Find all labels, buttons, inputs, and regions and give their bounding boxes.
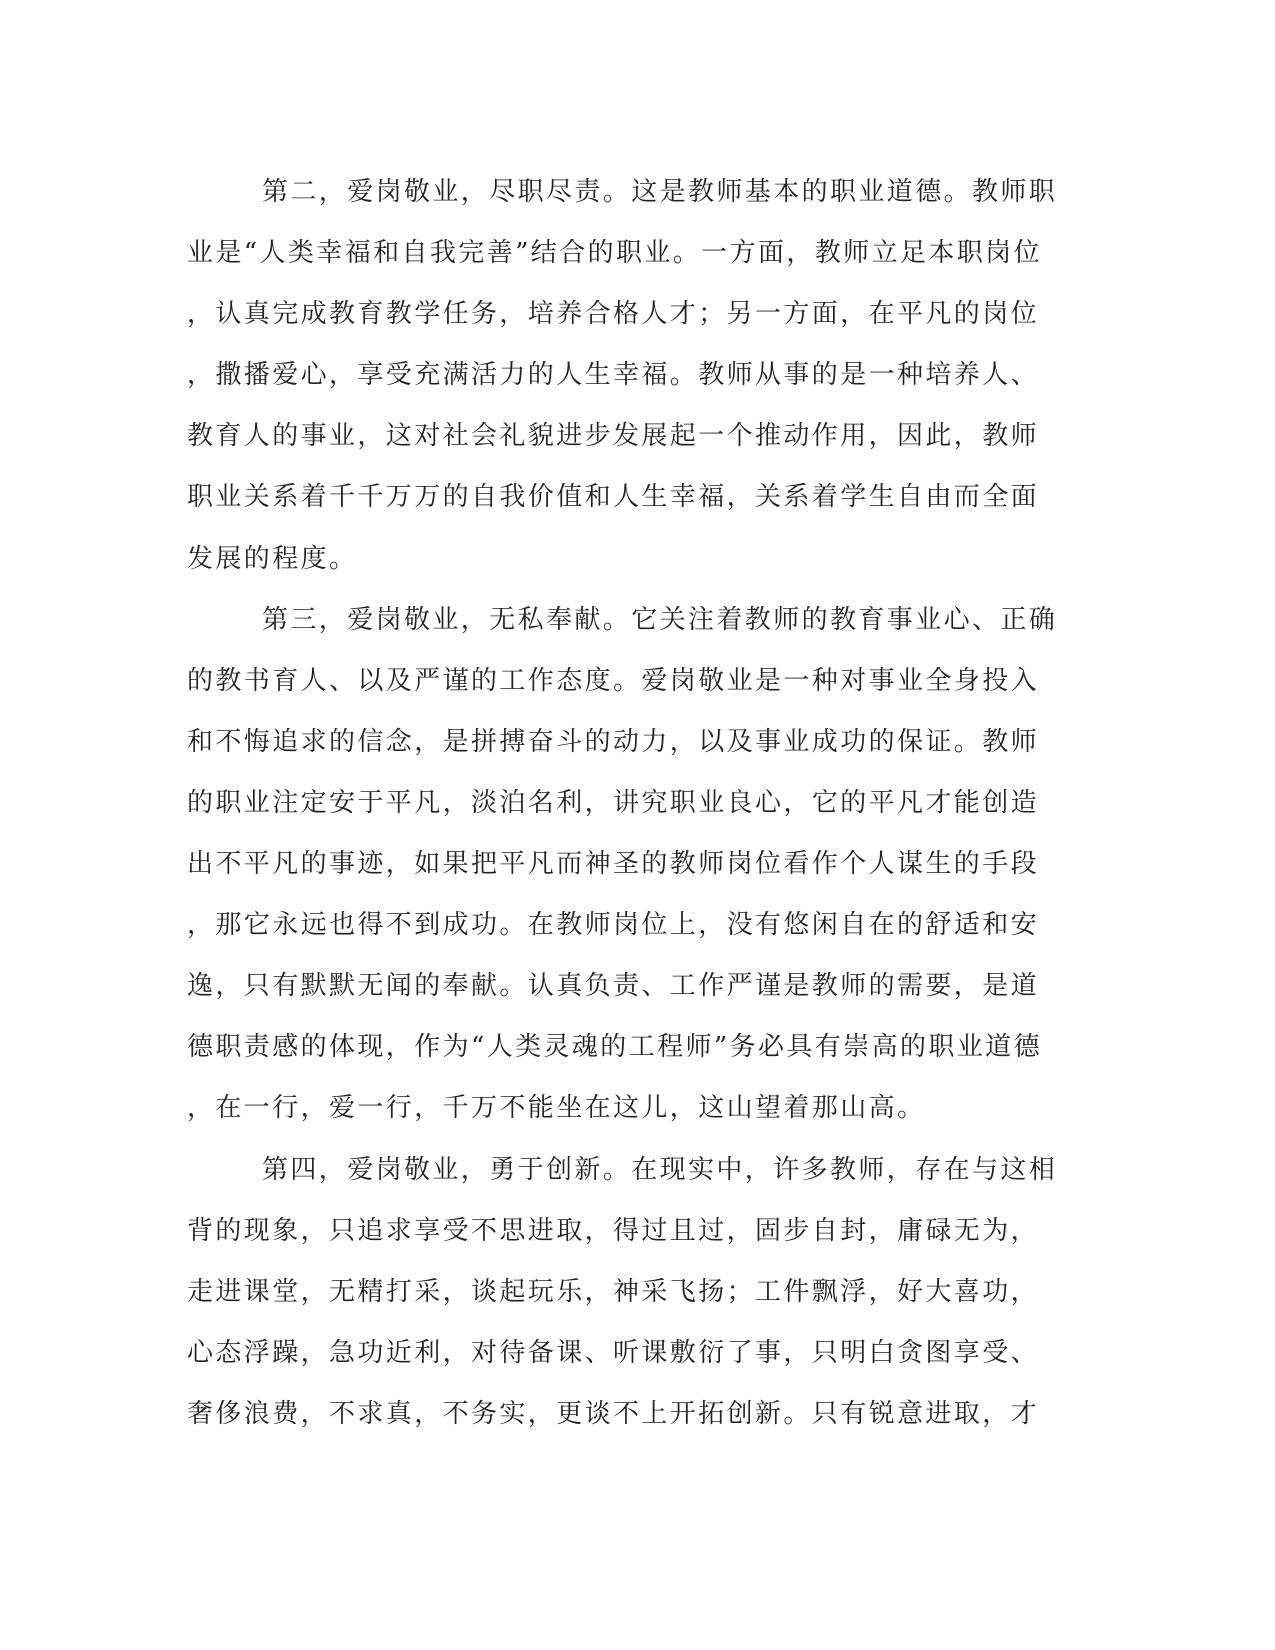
paragraph-2-line-5: 教育人的事业，这对社会礼貌进步发展起一个推动作用，因此，教师 (187, 421, 1040, 452)
paragraph-3-line-3: 和不悔追求的信念，是拼搏奋斗的动力，以及事业成功的保证。教师 (187, 726, 1040, 757)
paragraph-3-line-5: 出不平凡的事迹，如果把平凡而神圣的教师岗位看作个人谋生的手段 (187, 849, 1040, 880)
paragraph-3-line-9: ，在一行，爱一行，千万不能坐在这儿，这山望着那山高。 (187, 1093, 926, 1124)
paragraph-3-line-6: ，那它永远也得不到成功。在教师岗位上，没有悠闲自在的舒适和安 (187, 910, 1040, 941)
paragraph-2-line-7: 发展的程度。 (187, 543, 358, 574)
paragraph-3-line-2: 的教书育人、以及严谨的工作态度。爱岗敬业是一种对事业全身投入 (187, 665, 1040, 696)
paragraph-2-line-1: 第二，爱岗敬业，尽职尽责。这是教师基本的职业道德。教师职 (262, 177, 1058, 207)
paragraph-2-line-3: ，认真完成教育教学任务，培养合格人才；另一方面，在平凡的岗位 (187, 299, 1040, 330)
paragraph-3-line-8: 德职责感的体现，作为“人类灵魂的工程师”务必具有崇高的职业道德 (187, 1032, 1042, 1063)
paragraph-2-line-6: 职业关系着千千万万的自我价值和人生幸福，关系着学生自由而全面 (187, 482, 1040, 513)
paragraph-3-line-1: 第三，爱岗敬业，无私奉献。它关注着教师的教育事业心、正确 (262, 604, 1058, 635)
paragraph-3-line-7: 逸，只有默默无闻的奉献。认真负责、工作严谨是教师的需要，是道 (187, 971, 1040, 1002)
paragraph-4-line-4: 心态浮躁，急功近利，对待备课、听课敷衍了事，只明白贪图享受、 (187, 1337, 1040, 1368)
body-text (187, 162, 1067, 1445)
paragraph-4-line-1: 第四，爱岗敬业，勇于创新。在现实中，许多教师，存在与这相 (262, 1154, 1058, 1185)
paragraph-4-line-3: 走进课堂，无精打采，谈起玩乐，神采飞扬；工件飘浮，好大喜功， (187, 1276, 1040, 1307)
paragraph-3-line-4: 的职业注定安于平凡，淡泊名利，讲究职业良心，它的平凡才能创造 (187, 787, 1040, 818)
paragraph-4-line-5: 奢侈浪费，不求真，不务实，更谈不上开拓创新。只有锐意进取，才 (187, 1398, 1040, 1429)
paragraph-4-line-2: 背的现象，只追求享受不思进取，得过且过，固步自封，庸碌无为， (187, 1215, 1040, 1246)
paragraph-2-line-2: 业是“人类幸福和自我完善”结合的职业。一方面，教师立足本职岗位 (187, 238, 1042, 269)
paragraph-2-line-4: ，撒播爱心，享受充满活力的人生幸福。教师从事的是一种培养人、 (187, 360, 1040, 391)
